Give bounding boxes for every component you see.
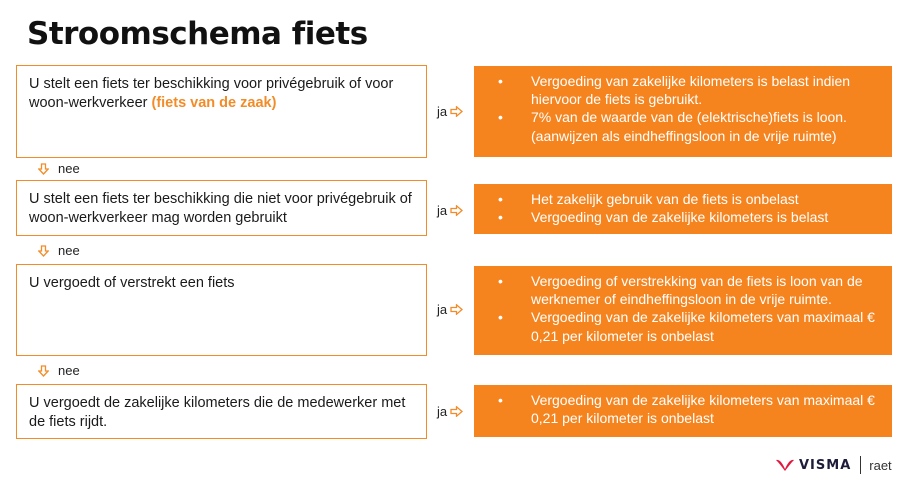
condition-text-1: U stelt een fiets ter beschikking voor privégebruik of voor woon-werkverkeer bbox=[29, 76, 394, 111]
arrow-right-icon bbox=[450, 205, 463, 216]
yes-label-2: ja bbox=[437, 203, 448, 218]
arrow-right-icon bbox=[450, 304, 463, 315]
no-connector-1 bbox=[38, 161, 80, 176]
result-box-4 bbox=[474, 385, 892, 437]
condition-highlight-1: (fiets van de zaak) bbox=[151, 95, 277, 111]
arrow-right-icon bbox=[450, 106, 463, 117]
logo-divider bbox=[860, 456, 861, 474]
result-item: • Vergoeding van de zakelijke kilometers is belast bbox=[498, 208, 882, 226]
no-label-2: nee bbox=[58, 243, 80, 258]
condition-text-4: U vergoedt de zakelijke kilometers die de medewerker met de fiets rijdt. bbox=[29, 395, 406, 430]
condition-text-3: U vergoedt of verstrekt een fiets bbox=[29, 275, 235, 291]
no-label-1: nee bbox=[58, 161, 80, 176]
yes-label-1: ja bbox=[437, 104, 448, 119]
result-item: • 7% van de waarde van de (elektrische)fiets is loon. (aanwijzen als eindheffingsloon in de vrije ruimte) bbox=[498, 108, 882, 144]
arrow-down-icon bbox=[38, 163, 49, 175]
yes-connector-3 bbox=[437, 302, 463, 317]
condition-box-3 bbox=[16, 264, 427, 356]
result-item: • Vergoeding of verstrekking van de fiets is loon van de werknemer of eindheffingsloon in de vrije ruimte. bbox=[498, 272, 882, 308]
yes-label-3: ja bbox=[437, 302, 448, 317]
yes-connector-4 bbox=[437, 404, 463, 419]
yes-connector-1 bbox=[437, 104, 463, 119]
condition-box-4 bbox=[16, 384, 427, 439]
result-item: • Vergoeding van de zakelijke kilometers van maximaal € 0,21 per kilometer is onbelast bbox=[498, 391, 882, 427]
no-connector-2 bbox=[38, 243, 80, 258]
no-connector-3 bbox=[38, 363, 80, 378]
logo-partner: raet bbox=[869, 457, 892, 473]
result-box-3 bbox=[474, 266, 892, 355]
result-item: • Het zakelijk gebruik van de fiets is onbelast bbox=[498, 190, 882, 208]
page-title: Stroomschema fiets bbox=[27, 16, 368, 52]
condition-text-2: U stelt een fiets ter beschikking die niet voor privégebruik of woon-werkverkeer mag worden gebruikt bbox=[29, 191, 412, 226]
arrow-down-icon bbox=[38, 365, 49, 377]
no-label-3: nee bbox=[58, 363, 80, 378]
condition-box-2 bbox=[16, 180, 427, 236]
result-box-2 bbox=[474, 184, 892, 234]
visma-mark-icon bbox=[775, 458, 795, 472]
visma-raet-logo bbox=[775, 455, 892, 475]
result-box-1 bbox=[474, 66, 892, 157]
arrow-right-icon bbox=[450, 406, 463, 417]
yes-connector-2 bbox=[437, 203, 463, 218]
yes-label-4: ja bbox=[437, 404, 448, 419]
result-item: • Vergoeding van zakelijke kilometers is belast indien hiervoor de fiets is gebruikt. bbox=[498, 72, 882, 108]
arrow-down-icon bbox=[38, 245, 49, 257]
condition-box-1 bbox=[16, 65, 427, 158]
result-item: • Vergoeding van de zakelijke kilometers van maximaal € 0,21 per kilometer is onbelast bbox=[498, 308, 882, 344]
logo-brand: VISMA bbox=[799, 457, 852, 473]
